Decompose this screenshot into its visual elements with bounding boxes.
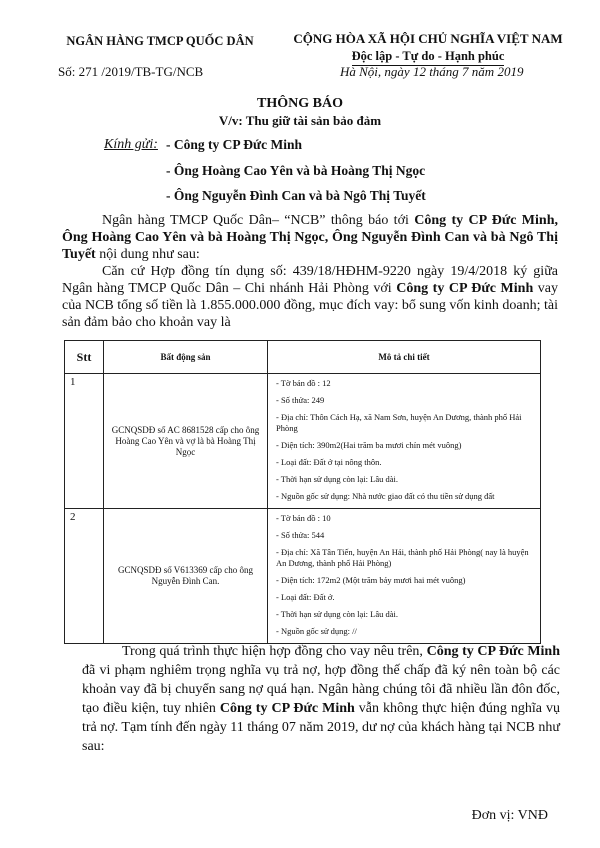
table-header-row [65,341,541,374]
intro-section [62,212,558,331]
row-stt: 2 [65,509,104,644]
detail-parcel: - Số thửa: 544 [276,530,325,540]
national-motto: Độc lập - Tự do - Hạnh phúc [352,49,505,66]
table-row [65,374,541,509]
closing-paragraph: Trong quá trình thực hiện hợp đồng cho vay nêu trên, Công ty CP Đức Minh đã vi phạm nghiêm trọng nghĩa vụ trả nợ, hợp đồng thế chấp đã ký nên toàn bộ các khoản vay đã bị chuyển sang nợ quá hạn. Ngân hàng chúng tôi đã nhiều lần đôn đốc, tạo điều kiện, tuy nhiên Công ty CP Đức Minh vẫn không thực hiện đúng nghĩa vụ trả nợ. Tạm tính đến ngày 11 tháng 07 năm 2019, dư nợ của khách hàng tại NCB như sau: [82,644,561,754]
detail-address: - Địa chỉ: Xã Tân Tiến, huyện An Hải, thành phố Hải Phòng( nay là huyện An Dương, thành phố Hải Phòng) [276,547,529,568]
document-title: THÔNG BÁO [257,96,343,111]
detail-map-sheet: - Tờ bản đồ : 12 [276,378,331,388]
contract-paragraph: Căn cứ Hợp đồng tín dụng số: 439/18/HĐHM-9220 ngày 19/4/2018 ký giữa Ngân hàng TMCP Quốc Dân – Chi nhánh Hải Phòng với Công ty CP Đức Minh vay của NCB tổng số tiền là 1.855.000.000 đồng, mục đích vay: bổ sung vốn kinh doanh; tài sản đảm bảo cho khoản vay là [62,264,558,330]
closing-section [82,642,560,756]
country-name: CỘNG HÒA XÃ HỘI CHỦ NGHĨA VIỆT NAM [293,31,563,46]
detail-origin: - Nguồn gốc sử dụng: // [276,626,357,636]
row-details [268,374,541,509]
row-details [268,509,541,644]
intro-paragraph: Ngân hàng TMCP Quốc Dân– “NCB” thông báo tới Công ty CP Đức Minh, Ông Hoàng Cao Yên và bà Hoàng Thị Ngọc, Ông Nguyễn Đình Can và bà Ngô Thị Tuyết nội dung như sau: [62,213,558,262]
row-stt: 1 [65,374,104,509]
recipients-label: Kính gửi: [104,137,158,152]
col-header-details: Mô tả chi tiết [268,341,541,374]
collateral-table [64,340,541,644]
detail-land-type: - Loại đất: Đất ở tại nông thôn. [276,457,382,467]
col-header-asset: Bất động sản [104,341,268,374]
detail-land-type: - Loại đất: Đất ở. [276,592,335,602]
detail-map-sheet: - Tờ bản đồ : 10 [276,513,331,523]
detail-parcel: - Số thửa: 249 [276,395,325,405]
reference-number: Số: 271 /2019/TB-TG/NCB [58,64,204,79]
recipient-couple-1: - Ông Hoàng Cao Yên và bà Hoàng Thị Ngọc [166,163,426,178]
table-row [65,509,541,644]
recipient-couple-2: - Ông Nguyễn Đình Can và bà Ngô Thị Tuyết [166,188,426,203]
date-place: Hà Nội, ngày 12 tháng 7 năm 2019 [340,64,524,79]
recipient-company: - Công ty CP Đức Minh [166,137,302,152]
detail-term: - Thời hạn sử dụng còn lại: Lâu dài. [276,474,399,484]
row-asset: GCNQSDĐ số V613369 cấp cho ông Nguyễn Đình Can. [104,509,268,644]
detail-address: - Địa chỉ: Thôn Cách Hạ, xã Nam Sơn, huyện An Dương, thành phố Hải Phòng [276,412,522,433]
national-header [278,31,578,66]
detail-area: - Diện tích: 390m2(Hai trăm ba mươi chín mét vuông) [276,440,462,450]
document-subject: V/v: Thu giữ tài sản bảo đảm [218,113,382,128]
detail-origin: - Nguồn gốc sử dụng: Nhà nước giao đất có thu tiền sử dụng đất [276,491,495,501]
bank-name: NGÂN HÀNG TMCP QUỐC DÂN [66,34,254,48]
row-asset: GCNQSDĐ số AC 8681528 cấp cho ông Hoàng Cao Yên và vợ là bà Hoàng Thị Ngọc [104,374,268,509]
detail-term: - Thời hạn sử dụng còn lại: Lâu dài. [276,609,399,619]
currency-unit: Đơn vị: VNĐ [471,808,548,823]
detail-area: - Diện tích: 172m2 (Một trăm bảy mươi hai mét vuông) [276,575,466,585]
col-header-stt: Stt [65,341,104,374]
